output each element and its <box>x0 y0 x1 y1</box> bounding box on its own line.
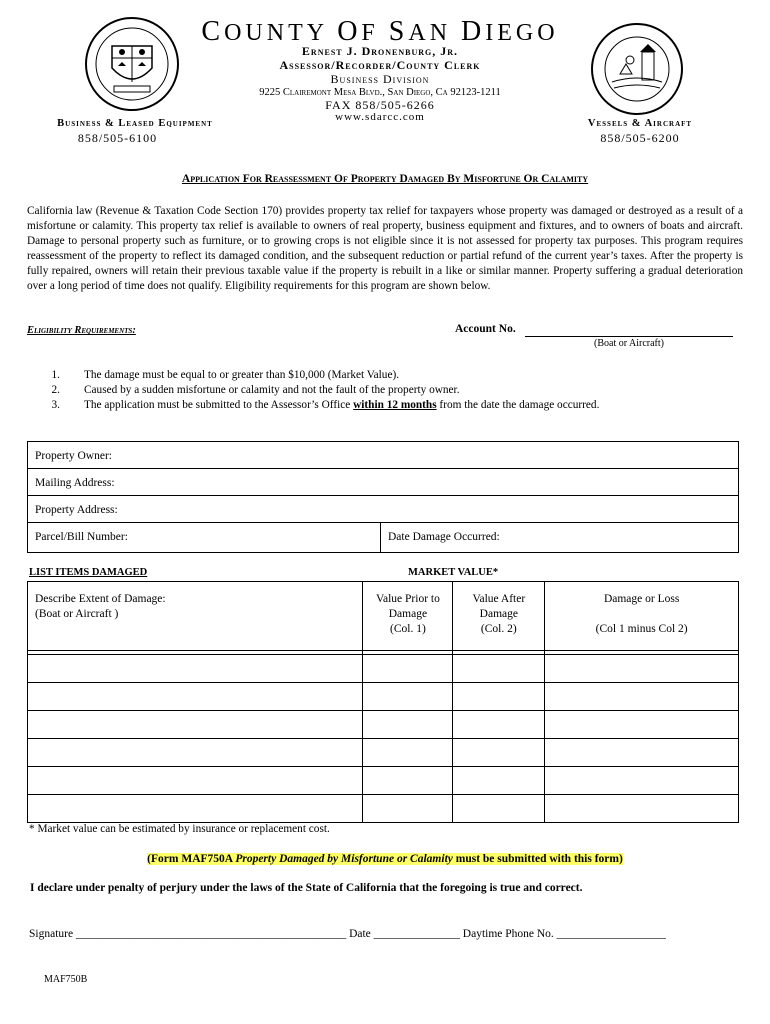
table-cell[interactable] <box>545 767 739 795</box>
table-row <box>28 711 739 739</box>
property-info-box <box>27 441 739 553</box>
vessels-aircraft-label: Vessels & Aircraft <box>587 118 693 129</box>
table-cell[interactable] <box>363 655 453 683</box>
table-cell[interactable] <box>28 655 363 683</box>
county-seal-logo <box>84 16 180 112</box>
table-cell[interactable] <box>453 711 545 739</box>
date-damage-occurred-field[interactable]: Date Damage Occurred: <box>388 531 500 543</box>
table-cell[interactable] <box>28 711 363 739</box>
office-address: 9225 Clairemont Mesa Blvd., San Diego, Ca 92123-1211 <box>259 87 501 98</box>
requirement-item: 2. Caused by a sudden misfortune or calamity and not the fault of the property owner. <box>51 384 460 396</box>
table-row <box>28 767 739 795</box>
table-cell[interactable] <box>363 683 453 711</box>
table-cell[interactable] <box>28 795 363 823</box>
table-cell[interactable] <box>453 683 545 711</box>
requirement-item: 3. The application must be submitted to the Assessor’s Office within 12 months from the date the damage occurred. <box>51 399 600 411</box>
table-cell[interactable] <box>363 767 453 795</box>
vessels-aircraft-phone: 858/505-6200 <box>600 131 680 145</box>
market-value-note: * Market value can be estimated by insurance or replacement cost. <box>29 823 330 835</box>
value-after-header: Value After Damage (Col. 2) <box>453 582 545 651</box>
value-prior-header: Value Prior to Damage (Col. 1) <box>363 582 453 651</box>
table-cell[interactable] <box>453 655 545 683</box>
table-row <box>28 683 739 711</box>
damage-table <box>27 581 739 823</box>
required-form-notice: (Form MAF750A Property Damaged by Misfortune or Calamity must be submitted with this form) <box>147 853 623 865</box>
assessor-seal-logo <box>590 22 684 116</box>
fax-number: FAX 858/505-6266 <box>325 98 435 112</box>
table-cell[interactable] <box>545 655 739 683</box>
table-cell[interactable] <box>28 739 363 767</box>
property-owner-field[interactable]: Property Owner: <box>28 442 738 469</box>
intro-paragraph: California law (Revenue & Taxation Code Section 170) provides property tax relief for taxpayers whose property was damaged or destroyed as a result of a misfortune or calamity. This property tax relief is available to owners of real property, business equipment and fixtures, and to owners of boats and aircraft. Damage to personal property such as furniture, or to growing crops is not eligible since it is not assessed for property tax purposes. This program requires reassessment of the property to reflect its damaged condition, and the subsequent reduction or partial refund of the current year’s taxes. After the property is fully repaired, owners will retain their previous taxable value if the property is rebuilt in a like or similar manner. Property suffering a gradual deterioration over a long period of time does not qualify. Eligibility requirements for this program are shown below. <box>27 205 743 292</box>
table-cell[interactable] <box>453 767 545 795</box>
table-cell[interactable] <box>545 795 739 823</box>
table-cell[interactable] <box>545 739 739 767</box>
property-address-field[interactable]: Property Address: <box>28 496 738 523</box>
describe-damage-header: Describe Extent of Damage: (Boat or Aircraft ) <box>28 582 363 651</box>
table-row <box>28 739 739 767</box>
damage-loss-header: Damage or Loss (Col 1 minus Col 2) <box>545 582 739 651</box>
assessor-name: Ernest J. Dronenburg, Jr. <box>301 44 459 58</box>
table-row <box>28 655 739 683</box>
table-cell[interactable] <box>453 739 545 767</box>
perjury-declaration: I declare under penalty of perjury under the laws of the State of California that the foregoing is true and correct. <box>30 882 583 894</box>
list-items-damaged-heading: LIST ITEMS DAMAGED <box>29 567 148 578</box>
account-number-field[interactable] <box>525 336 733 337</box>
assessor-title: Assessor/Recorder/County Clerk <box>279 58 481 72</box>
form-title: Application For Reassessment Of Property Damaged By Misfortune Or Calamity <box>181 173 589 185</box>
parcel-number-field[interactable]: Parcel/Bill Number: <box>35 531 128 543</box>
county-title: COUNTY OF SAN DIEGO <box>201 16 559 47</box>
account-number-hint: (Boat or Aircraft) <box>594 338 664 349</box>
table-cell[interactable] <box>28 767 363 795</box>
eligibility-heading: Eligibility Requirements: <box>27 325 136 336</box>
table-cell[interactable] <box>363 739 453 767</box>
parcel-date-row <box>28 523 738 552</box>
form-code: MAF750B <box>44 974 88 985</box>
division-name: Business Division <box>330 72 430 86</box>
table-cell[interactable] <box>545 711 739 739</box>
signature-date-phone-line[interactable]: Signature _______________________________________________ Date _______________ Daytime Phone No. ___________________ <box>29 928 666 940</box>
table-header-row <box>28 582 739 651</box>
account-number-label: Account No. <box>455 323 516 335</box>
requirement-item: 1. The damage must be equal to or greater than $10,000 (Market Value). <box>51 369 400 381</box>
table-cell[interactable] <box>363 711 453 739</box>
table-cell[interactable] <box>363 795 453 823</box>
table-cell[interactable] <box>28 683 363 711</box>
website-url: www.sdarcc.com <box>335 111 425 123</box>
mailing-address-field[interactable]: Mailing Address: <box>28 469 738 496</box>
table-cell[interactable] <box>545 683 739 711</box>
table-cell[interactable] <box>453 795 545 823</box>
table-row <box>28 795 739 823</box>
business-leased-equipment-phone: 858/505-6100 <box>77 131 158 145</box>
market-value-heading: MARKET VALUE* <box>408 567 499 578</box>
row-divider <box>380 523 381 552</box>
business-leased-equipment-label: Business & Leased Equipment <box>57 118 213 129</box>
